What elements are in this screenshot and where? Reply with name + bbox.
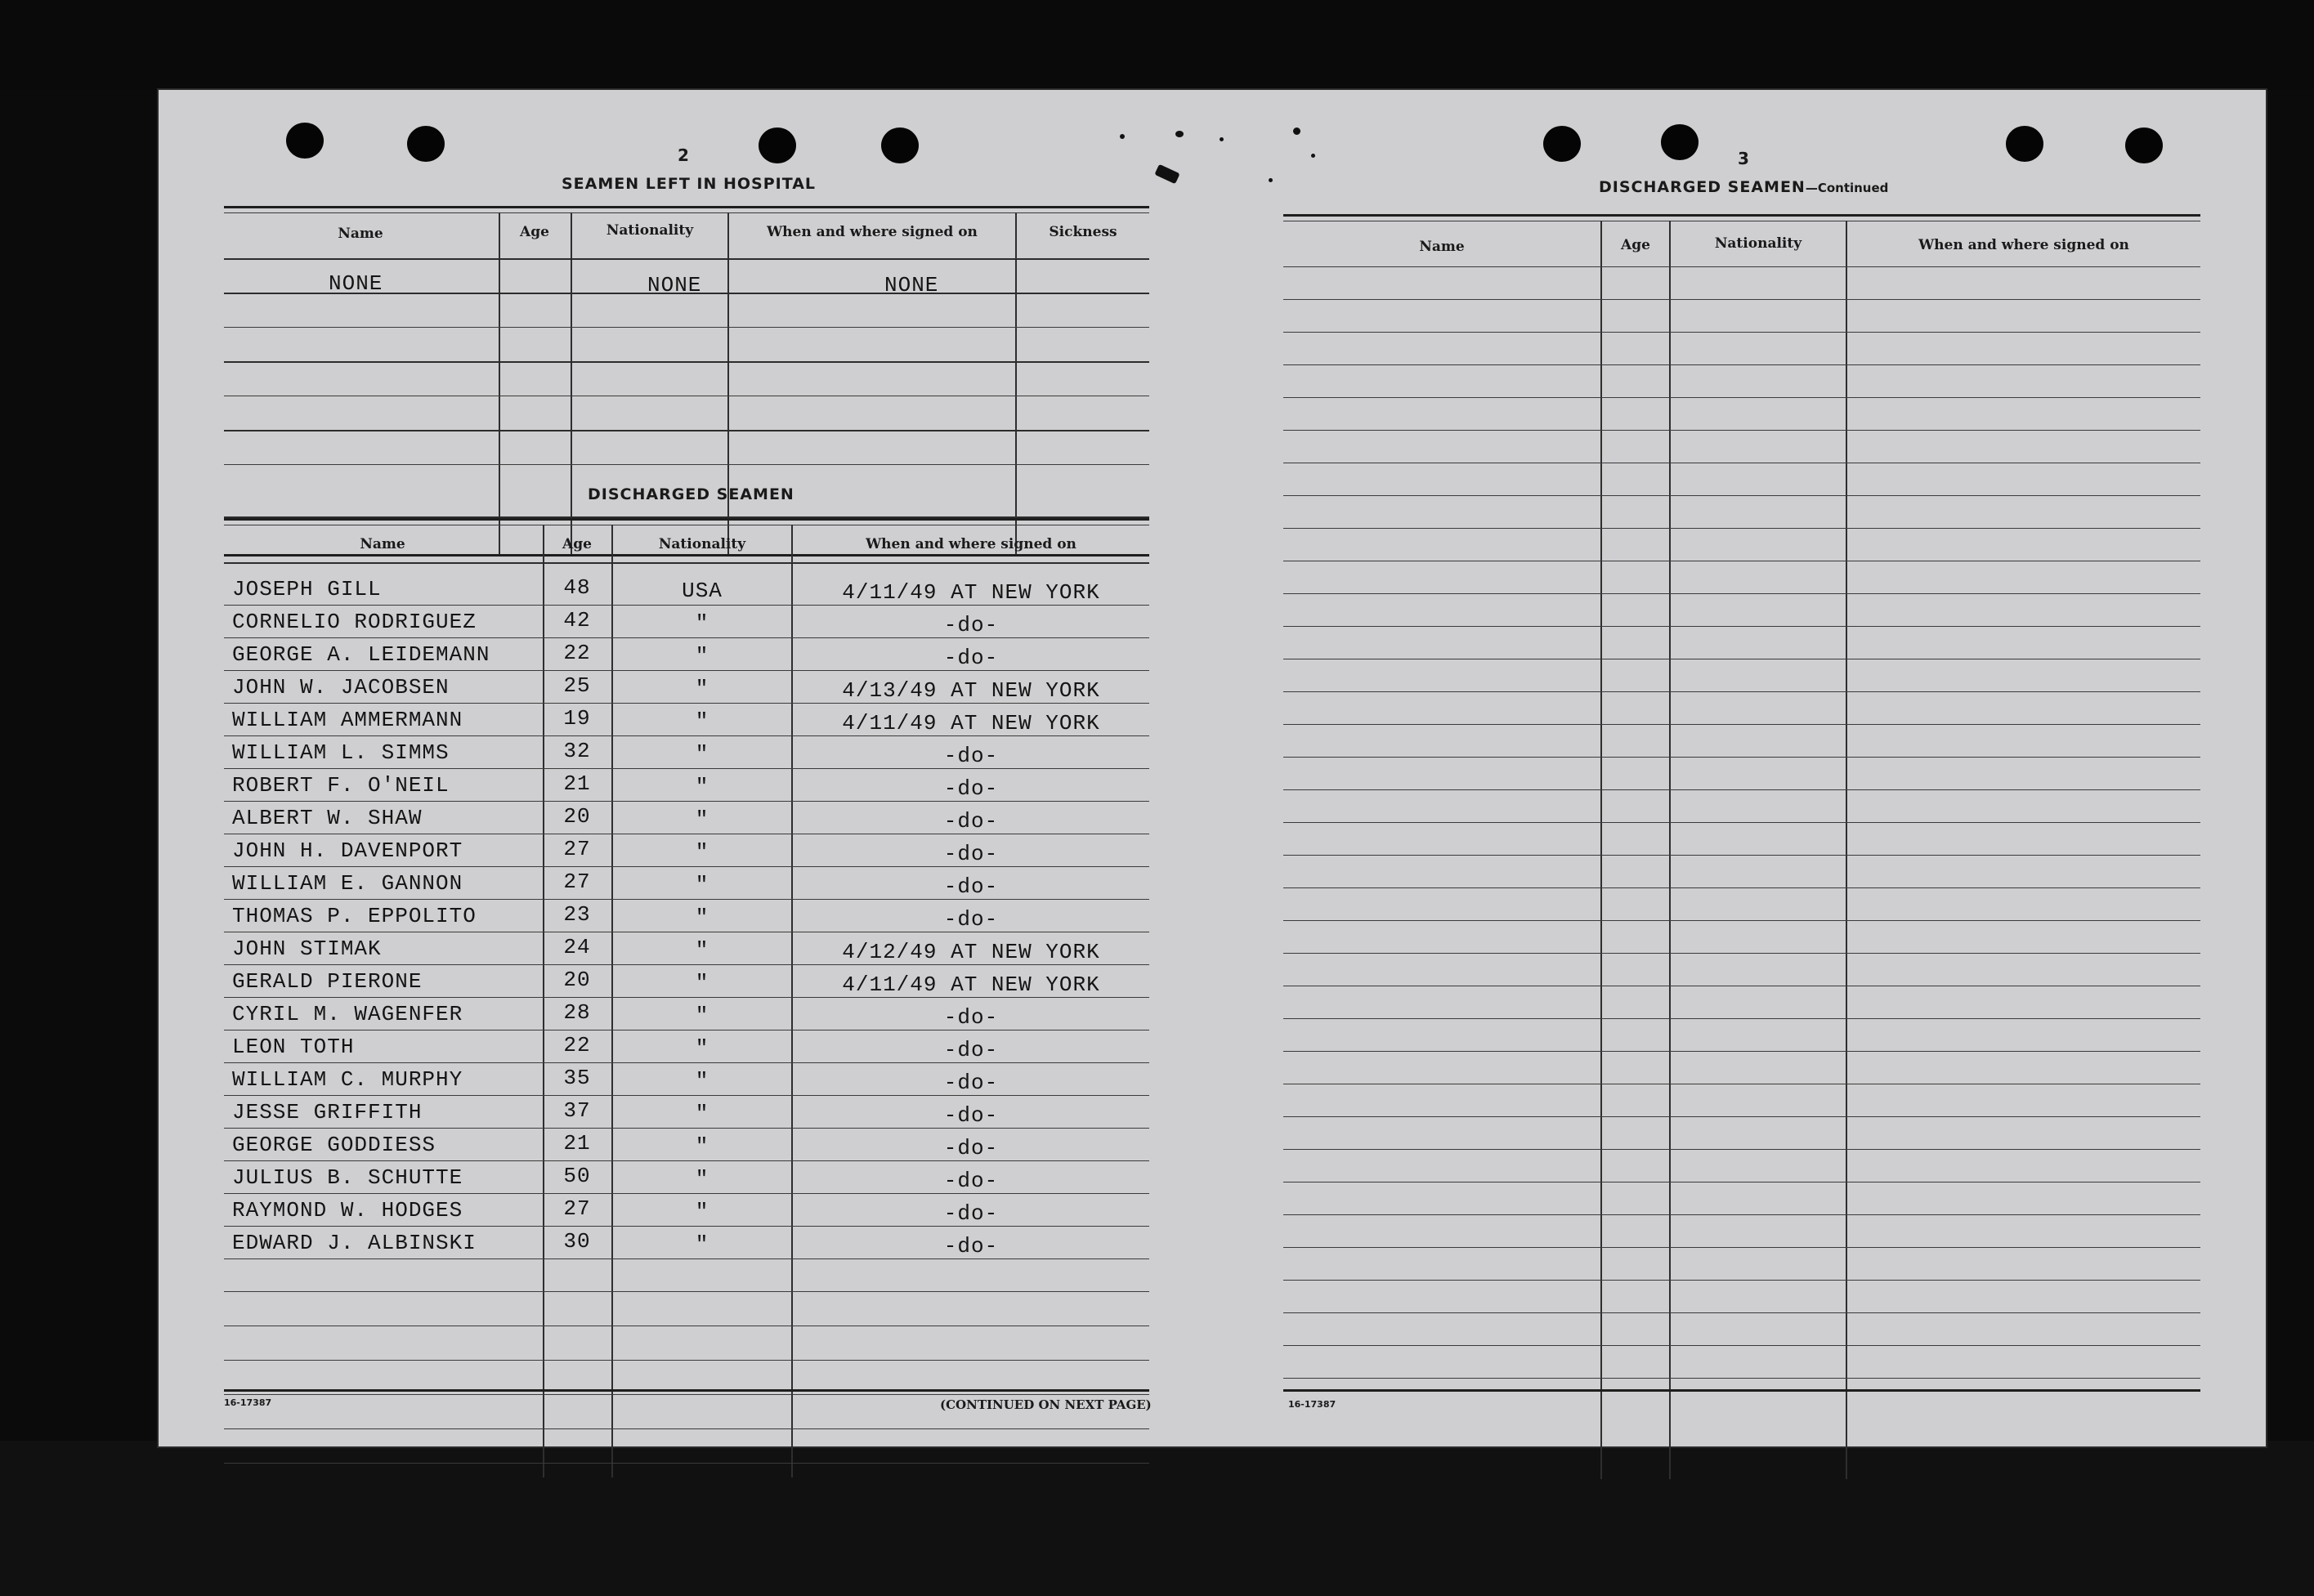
table-row-rule — [224, 1394, 1149, 1395]
table-row-rule — [224, 899, 1149, 900]
seaman-age: 30 — [563, 1229, 591, 1254]
seaman-age: 37 — [563, 1098, 591, 1123]
dust-speck — [1220, 137, 1224, 141]
hospital-row-rule — [224, 430, 1149, 431]
table-row-rule — [224, 1226, 1149, 1227]
right-row-rule — [1283, 855, 2200, 856]
column-divider — [499, 212, 500, 556]
seaman-signed-on: -do- — [943, 1103, 999, 1128]
seaman-name: JOHN STIMAK — [232, 937, 382, 961]
seaman-signed-on: -do- — [943, 874, 999, 899]
dust-speck — [1293, 127, 1300, 135]
seaman-name: GEORGE A. LEIDEMANN — [232, 642, 490, 667]
table-row-rule — [224, 1428, 1149, 1429]
seaman-signed-on: -do- — [943, 744, 999, 768]
seaman-nationality: " — [695, 840, 709, 865]
hospital-signed-on-none: NONE — [884, 273, 939, 297]
seaman-signed-on: -do- — [943, 1169, 999, 1193]
table-rule — [224, 258, 1149, 260]
right-col-signed-on: When and where signed on — [1918, 237, 2129, 253]
seaman-nationality: " — [695, 644, 709, 668]
right-row-rule — [1283, 724, 2200, 725]
seaman-name: JOHN H. DAVENPORT — [232, 838, 463, 863]
seaman-age: 50 — [563, 1164, 591, 1188]
seaman-name: RAYMOND W. HODGES — [232, 1198, 463, 1223]
seaman-age: 42 — [563, 608, 591, 633]
table-row-rule — [224, 670, 1149, 671]
table-row-rule — [224, 1463, 1149, 1464]
table-row-rule — [224, 768, 1149, 769]
seaman-name: GERALD PIERONE — [232, 969, 423, 994]
seaman-signed-on: 4/11/49 AT NEW YORK — [842, 711, 1100, 735]
seaman-age: 22 — [563, 641, 591, 665]
punch-hole — [1661, 124, 1699, 160]
ledger-sheet — [157, 88, 2267, 1448]
seaman-nationality: " — [695, 1069, 709, 1093]
continued-note: (CONTINUED ON NEXT PAGE) — [940, 1397, 1152, 1412]
punch-hole — [1543, 126, 1581, 162]
right-row-rule — [1283, 1378, 2200, 1379]
dust-speck — [1311, 154, 1315, 158]
table-row-rule — [224, 703, 1149, 704]
column-divider — [571, 212, 572, 556]
seaman-signed-on: -do- — [943, 1234, 999, 1258]
punch-hole — [286, 123, 324, 159]
table-row-rule — [224, 1258, 1149, 1259]
seaman-age: 20 — [563, 968, 591, 992]
right-row-rule — [1283, 397, 2200, 398]
table-row-rule — [224, 1128, 1149, 1129]
seaman-age: 48 — [563, 575, 591, 600]
right-col-age: Age — [1621, 237, 1650, 253]
seaman-name: JOSEPH GILL — [232, 577, 382, 601]
table-row-rule — [224, 1291, 1149, 1292]
table-row-rule — [224, 1160, 1149, 1161]
seaman-signed-on: -do- — [943, 842, 999, 866]
dust-speck — [1269, 178, 1273, 182]
seaman-age: 27 — [563, 1196, 591, 1221]
table-row-rule — [224, 866, 1149, 867]
seaman-name: GEORGE GODDIESS — [232, 1133, 436, 1157]
right-row-rule — [1283, 266, 2200, 267]
column-divider — [1015, 212, 1017, 556]
seaman-name: THOMAS P. EPPOLITO — [232, 904, 477, 928]
seaman-age: 21 — [563, 1131, 591, 1156]
right-row-rule — [1283, 1116, 2200, 1117]
form-number-right: 16-17387 — [1288, 1399, 1336, 1410]
seaman-signed-on: -do- — [943, 809, 999, 834]
table-row-rule — [224, 637, 1149, 638]
column-divider — [727, 212, 729, 556]
seaman-signed-on: -do- — [943, 646, 999, 670]
seaman-name: CYRIL M. WAGENFER — [232, 1002, 463, 1026]
seaman-signed-on: 4/12/49 AT NEW YORK — [842, 940, 1100, 964]
hospital-section-title: SEAMEN LEFT IN HOSPITAL — [562, 175, 817, 193]
continued-title-main: DISCHARGED SEAMEN — [1599, 178, 1806, 196]
hospital-row-rule — [224, 464, 1149, 465]
punch-hole — [881, 127, 919, 163]
hospital-nationality-none: NONE — [647, 273, 702, 297]
seaman-signed-on: 4/11/49 AT NEW YORK — [842, 972, 1100, 997]
seaman-name: ROBERT F. O'NEIL — [232, 773, 450, 798]
right-row-rule — [1283, 495, 2200, 496]
column-divider — [543, 525, 544, 1478]
seaman-age: 27 — [563, 837, 591, 861]
seaman-signed-on: -do- — [943, 1071, 999, 1095]
seaman-nationality: " — [695, 807, 709, 832]
seaman-name: JULIUS B. SCHUTTE — [232, 1165, 463, 1190]
right-row-rule — [1283, 1214, 2200, 1215]
seaman-nationality: " — [695, 1102, 709, 1126]
seaman-name: ALBERT W. SHAW — [232, 806, 423, 830]
dust-speck — [1175, 131, 1184, 137]
seaman-signed-on: 4/13/49 AT NEW YORK — [842, 678, 1100, 703]
seaman-age: 20 — [563, 804, 591, 829]
seaman-nationality: USA — [682, 579, 723, 603]
right-row-rule — [1283, 822, 2200, 823]
right-row-rule — [1283, 1345, 2200, 1346]
hospital-name-none: NONE — [329, 271, 383, 296]
hospital-row-rule — [224, 293, 1149, 294]
seaman-nationality: " — [695, 677, 709, 701]
punch-hole — [2125, 127, 2163, 163]
seaman-signed-on: -do- — [943, 1201, 999, 1226]
seaman-nationality: " — [695, 1134, 709, 1159]
table-rule — [1283, 1389, 2200, 1392]
seaman-nationality: " — [695, 1232, 709, 1257]
seaman-nationality: " — [695, 742, 709, 767]
seaman-nationality: " — [695, 1200, 709, 1224]
discharged-col-1: Age — [562, 536, 592, 552]
continued-section-title — [1599, 178, 1888, 196]
discharged-col-0: Name — [360, 536, 405, 552]
seaman-nationality: " — [695, 905, 709, 930]
seaman-name: JOHN W. JACOBSEN — [232, 675, 450, 700]
right-col-name: Name — [1419, 239, 1465, 255]
seaman-age: 24 — [563, 935, 591, 959]
seaman-name: CORNELIO RODRIGUEZ — [232, 610, 477, 634]
seaman-name: WILLIAM AMMERMANN — [232, 708, 463, 732]
seaman-signed-on: -do- — [943, 1136, 999, 1160]
seaman-signed-on: -do- — [943, 1038, 999, 1062]
table-row-rule — [224, 997, 1149, 998]
table-rule — [224, 1389, 1149, 1392]
right-row-rule — [1283, 1051, 2200, 1052]
seaman-name: WILLIAM E. GANNON — [232, 871, 463, 896]
seaman-age: 27 — [563, 870, 591, 894]
right-row-rule — [1283, 364, 2200, 365]
right-row-rule — [1283, 332, 2200, 333]
dust-speck — [1120, 134, 1125, 139]
seaman-name: LEON TOTH — [232, 1035, 355, 1059]
seaman-nationality: " — [695, 1004, 709, 1028]
right-row-rule — [1283, 1312, 2200, 1313]
scanner-border-top — [0, 0, 2314, 90]
seaman-name: WILLIAM C. MURPHY — [232, 1067, 463, 1092]
seaman-age: 23 — [563, 902, 591, 927]
seaman-nationality: " — [695, 775, 709, 799]
right-row-rule — [1283, 626, 2200, 627]
seaman-nationality: " — [695, 938, 709, 963]
table-row-rule — [224, 605, 1149, 606]
discharged-col-3: When and where signed on — [866, 536, 1076, 552]
seaman-age: 22 — [563, 1033, 591, 1057]
table-row-rule — [224, 1095, 1149, 1096]
column-divider — [1600, 221, 1602, 1479]
table-rule — [224, 554, 1149, 557]
seaman-name: WILLIAM L. SIMMS — [232, 740, 450, 765]
right-row-rule — [1283, 887, 2200, 888]
punch-hole — [2006, 126, 2043, 162]
table-rule — [224, 518, 1149, 521]
table-row-rule — [224, 801, 1149, 802]
punch-hole — [759, 127, 796, 163]
punch-hole — [407, 126, 445, 162]
seaman-nationality: " — [695, 873, 709, 897]
seaman-signed-on: -do- — [943, 907, 999, 932]
hospital-col-sickness: Sickness — [1049, 224, 1117, 240]
right-row-rule — [1283, 1280, 2200, 1281]
table-rule — [224, 206, 1149, 208]
scanner-border-bottom — [0, 1441, 2314, 1596]
right-row-rule — [1283, 789, 2200, 790]
table-rule — [224, 212, 1149, 213]
discharged-col-2: Nationality — [658, 536, 746, 552]
form-number-left: 16-17387 — [224, 1397, 272, 1408]
seaman-name: JESSE GRIFFITH — [232, 1100, 423, 1124]
right-row-rule — [1283, 757, 2200, 758]
seaman-age: 32 — [563, 739, 591, 763]
right-col-nationality: Nationality — [1714, 235, 1802, 252]
seaman-nationality: " — [695, 611, 709, 636]
table-row-rule — [224, 1360, 1149, 1361]
right-row-rule — [1283, 528, 2200, 529]
seaman-name: EDWARD J. ALBINSKI — [232, 1231, 477, 1255]
seaman-nationality: " — [695, 1167, 709, 1191]
seaman-signed-on: 4/11/49 AT NEW YORK — [842, 580, 1100, 605]
column-divider — [1669, 221, 1671, 1479]
discharged-section-title: DISCHARGED SEAMEN — [588, 485, 794, 503]
seaman-signed-on: -do- — [943, 1005, 999, 1030]
hospital-col-signed-on: When and where signed on — [767, 224, 978, 240]
seaman-age: 35 — [563, 1066, 591, 1090]
hospital-col-nationality: Nationality — [606, 222, 694, 239]
right-row-rule — [1283, 1247, 2200, 1248]
dust-speck — [1154, 164, 1179, 185]
seaman-nationality: " — [695, 971, 709, 995]
column-divider — [1846, 221, 1847, 1479]
continued-title-suffix: —Continued — [1805, 181, 1889, 195]
table-rule — [224, 562, 1149, 564]
hospital-col-age: Age — [520, 224, 549, 240]
seaman-age: 28 — [563, 1000, 591, 1025]
right-row-rule — [1283, 299, 2200, 300]
right-row-rule — [1283, 920, 2200, 921]
hospital-row-rule — [224, 327, 1149, 328]
right-row-rule — [1283, 691, 2200, 692]
seaman-signed-on: -do- — [943, 613, 999, 637]
hospital-row-rule — [224, 361, 1149, 363]
table-row-rule — [224, 964, 1149, 965]
table-row-rule — [224, 1193, 1149, 1194]
column-divider — [611, 525, 613, 1478]
seaman-age: 21 — [563, 771, 591, 796]
right-row-rule — [1283, 593, 2200, 594]
right-row-rule — [1283, 953, 2200, 954]
page-number-left: 2 — [678, 145, 689, 165]
table-row-rule — [224, 735, 1149, 736]
right-row-rule — [1283, 430, 2200, 431]
right-row-rule — [1283, 1149, 2200, 1150]
page-number-right: 3 — [1738, 149, 1749, 168]
seaman-signed-on: -do- — [943, 776, 999, 801]
table-row-rule — [224, 1062, 1149, 1063]
table-rule — [1283, 214, 2200, 217]
seaman-nationality: " — [695, 1036, 709, 1061]
seaman-age: 19 — [563, 706, 591, 731]
right-row-rule — [1283, 1018, 2200, 1019]
hospital-col-name: Name — [338, 226, 383, 242]
seaman-age: 25 — [563, 673, 591, 698]
seaman-nationality: " — [695, 709, 709, 734]
